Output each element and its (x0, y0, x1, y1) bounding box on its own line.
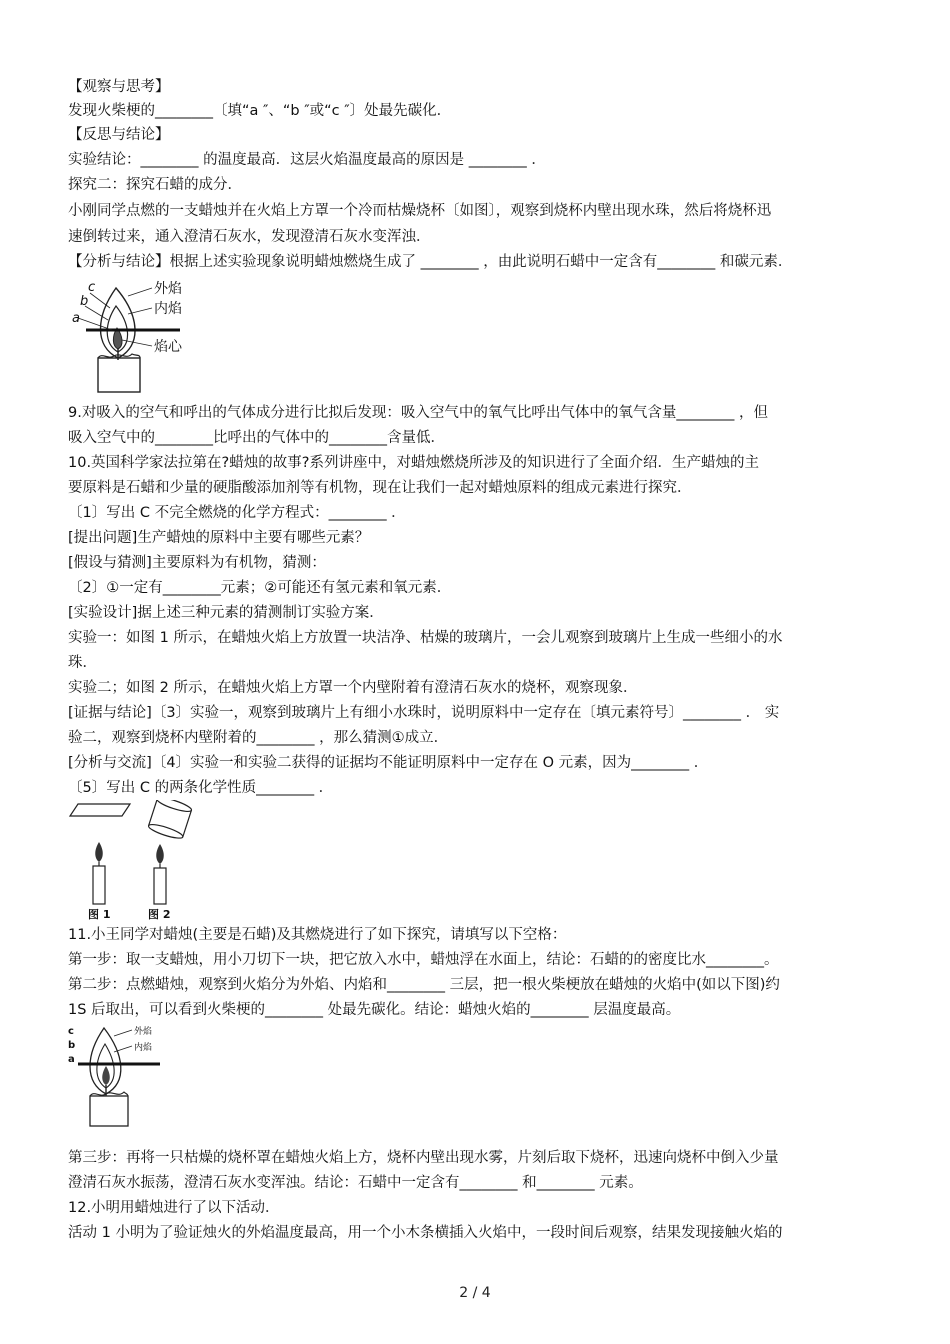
text-line: [证据与结论]〔3〕实验一，观察到玻璃片上有细小水珠时，说明原料中一定存在〔填元素符号〕________ ． 实 (68, 705, 780, 721)
text-line: [提出问题]生产蜡烛的原料中主要有哪些元素？ (68, 530, 370, 546)
label-b: b (80, 294, 89, 309)
text-line: [分析与交流]〔4〕实验一和实验二获得的证据均不能证明原料中一定存在 O 元素，因为________ ． (68, 755, 709, 771)
outer-flame-label: 外焰 (154, 281, 182, 297)
label-a: a (68, 1054, 75, 1065)
candle-flame-figure-1 (68, 276, 208, 394)
text-line: 小刚同学点燃的一支蜡烛并在火焰上方罩一个冷而枯燥烧杯〔如图〕，观察到烧杯内壁出现水珠，然后将烧杯迅 (68, 203, 772, 219)
text-line: 活动 1 小明为了验证烛火的外焰温度最高，用一个小木条横插入火焰中，一段时间后观察，结果发现接触火焰的 (68, 1225, 783, 1241)
text-line: 1S 后取出，可以看到火柴梗的________ 处最先碳化。结论：蜡烛火焰的________ 层温度最高。 (68, 1002, 681, 1018)
question-11-line: 11.小王同学对蜡烛(主要是石蜡)及其燃烧进行了如下探究，请填写以下空格： (68, 927, 567, 943)
question-12-line: 12.小明用蜡烛进行了以下活动． (68, 1200, 280, 1216)
text-line: 〔1〕写出 C 不完全燃烧的化学方程式：________ ． (68, 505, 406, 521)
text-line: 发现火柴梗的________〔填“a ″、“b ″或“c ″〕处最先碳化． (68, 103, 452, 119)
text-line: 〔2〕①一定有________元素；②可能还有氢元素和氧元素． (68, 580, 452, 596)
text-line: 实验结论：________ 的温度最高．这层火焰温度最高的原因是 ________ ． (68, 152, 546, 168)
text-line: 速倒转过来，通入澄清石灰水，发现澄清石灰水变浑浊． (68, 229, 431, 245)
inner-flame-label: 内焰 (154, 301, 182, 317)
text-line: 吸入空气中的________比呼出的气体中的________含量低． (68, 430, 445, 446)
text-line: [实验设计]据上述三种元素的猜测制订实验方案． (68, 605, 384, 621)
experiment-figures-1-2 (66, 800, 206, 922)
text-line: 探究二：探究石蜡的成分． (68, 177, 242, 193)
label-b: b (68, 1040, 76, 1051)
flame-core-label: 焰心 (154, 339, 182, 355)
text-line: 第二步：点燃蜡烛，观察到火焰分为外焰、内焰和________ 三层，把一根火柴梗放在蜡烛的火焰中(如以下图)约 (68, 977, 780, 993)
text-line: 珠． (68, 655, 97, 671)
text-line: 要原料是石蜡和少量的硬脂酸添加剂等有机物，现在让我们一起对蜡烛原料的组成元素进行探究． (68, 480, 692, 496)
text-line: 【分析与结论】根据上述实验现象说明蜡烛燃烧生成了 ________ ，由此说明石蜡中一定含有________ 和碳元素． (68, 254, 793, 270)
candle-flame-drawing-small (68, 1022, 178, 1128)
text-line: 第三步：再将一只枯燥的烧杯罩在蜡烛火焰上方，烧杯内壁出现水雾，片刻后取下烧杯，迅速向烧杯中倒入少量 (68, 1150, 779, 1166)
heading-observe: 【观察与思考】 (68, 79, 170, 95)
experiment-drawing (66, 800, 206, 922)
candle-flame-figure-3 (68, 1022, 178, 1128)
label-c: c (88, 280, 96, 295)
question-9-line: 9.对吸入的空气和呼出的气体成分进行比拟后发现：吸入空气中的氧气比呼出气体中的氧气含量________ ，但 (68, 405, 768, 421)
text-line: 澄清石灰水振荡，澄清石灰水变浑浊。结论：石蜡中一定含有________ 和________ 元素。 (68, 1175, 643, 1191)
figure-2-caption: 图 2 (148, 908, 171, 921)
inner-flame-label: 内焰 (134, 1043, 153, 1053)
text-line: 实验一：如图 1 所示，在蜡烛火焰上方放置一块洁净、枯燥的玻璃片，一会儿观察到玻璃片上生成一些细小的水 (68, 630, 783, 646)
label-c: c (68, 1026, 74, 1037)
question-10-line: 10.英国科学家法拉第在?蜡烛的故事?系列讲座中，对蜡烛燃烧所涉及的知识进行了全面介绍．生产蜡烛的主 (68, 455, 759, 471)
page-number: 2 / 4 (459, 1285, 491, 1301)
text-line: [假设与猜测]主要原料为有机物，猜测： (68, 555, 326, 571)
outer-flame-label: 外焰 (134, 1027, 153, 1037)
heading-reflect: 【反思与结论】 (68, 127, 170, 143)
text-line: 第一步：取一支蜡烛，用小刀切下一块，把它放入水中，蜡烛浮在水面上，结论：石蜡的的密度比水________。 (68, 952, 779, 968)
text-line: 〔5〕写出 C 的两条化学性质________ ． (68, 780, 334, 796)
figure-1-caption: 图 1 (88, 908, 111, 921)
text-line: 验二，观察到烧杯内壁附着的________ ，那么猜测①成立． (68, 730, 449, 746)
label-a: a (72, 311, 80, 326)
text-line: 实验二；如图 2 所示，在蜡烛火焰上方罩一个内壁附着有澄清石灰水的烧杯，观察现象． (68, 680, 638, 696)
